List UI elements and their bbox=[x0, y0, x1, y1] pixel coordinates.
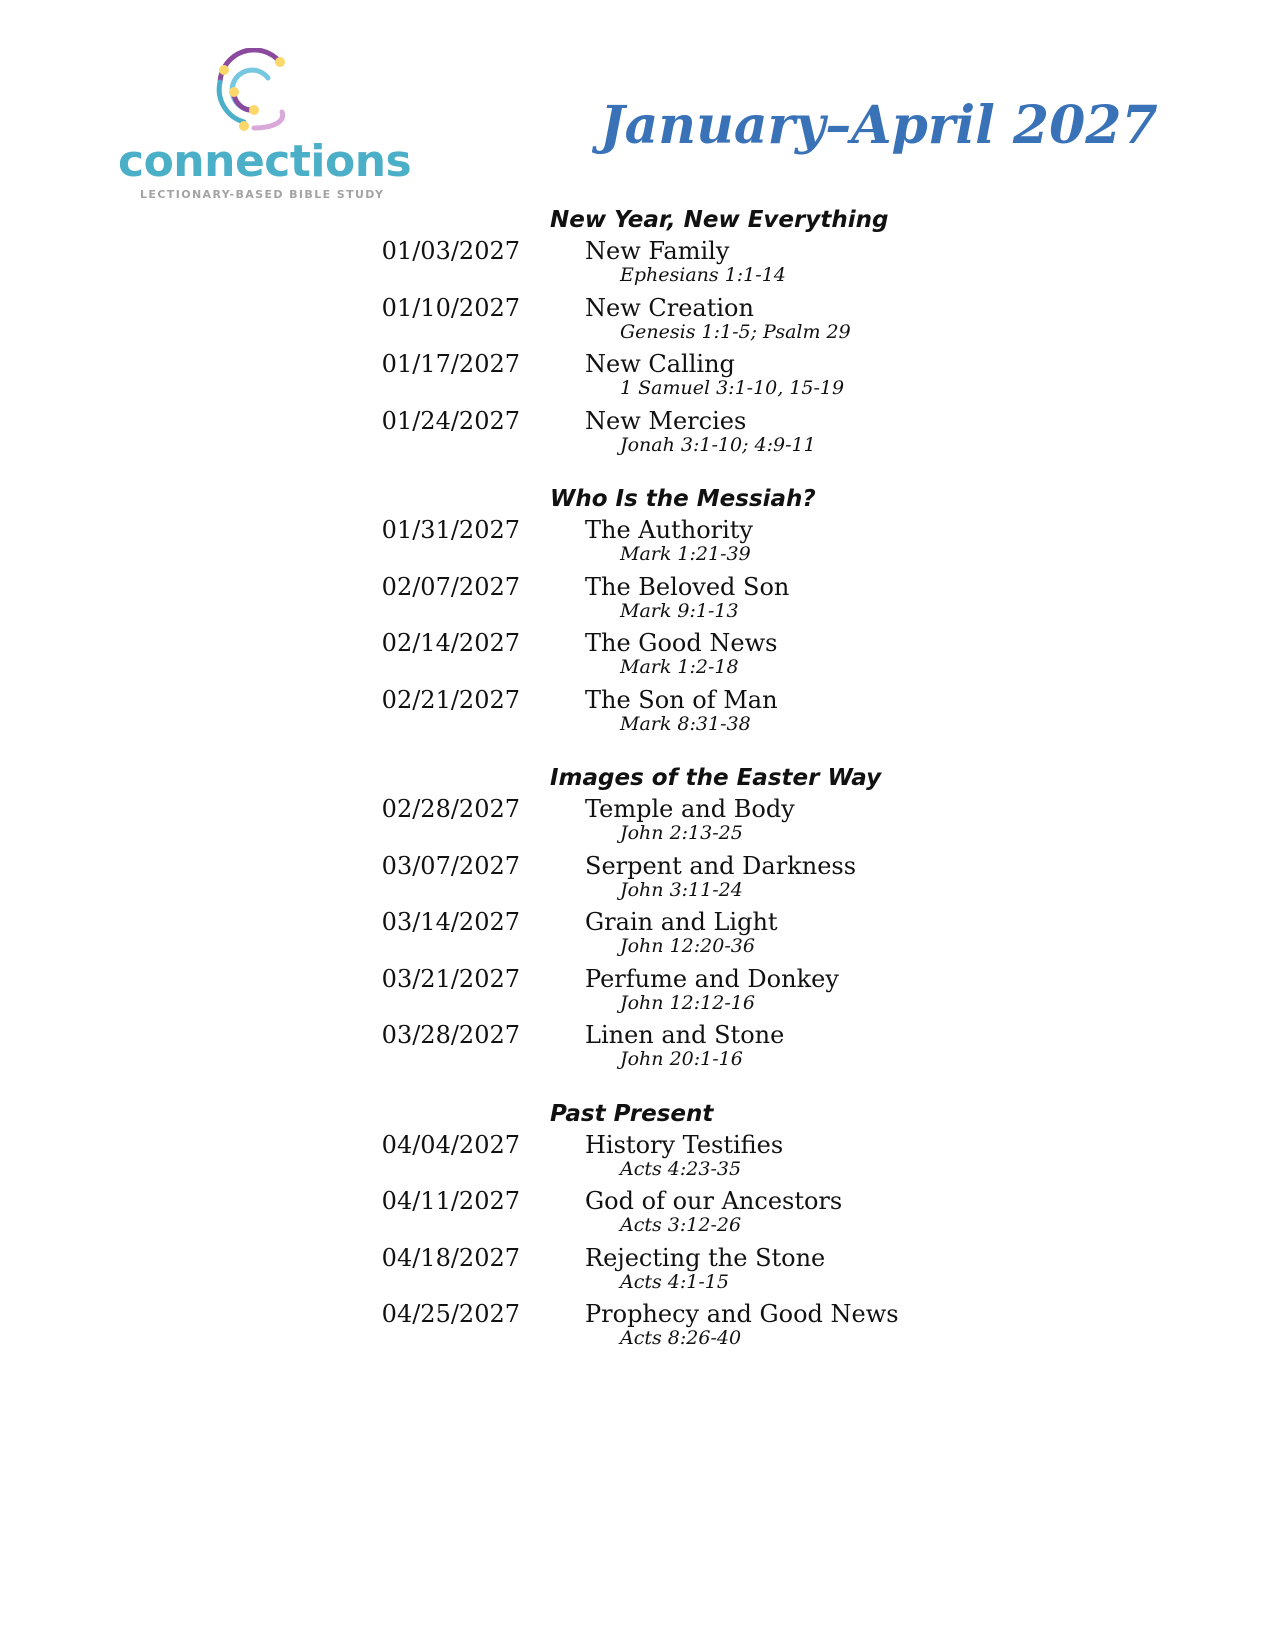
schedule-entry bbox=[380, 965, 1000, 1022]
section bbox=[380, 205, 1000, 463]
entry-date: 02/07/2027 bbox=[381, 572, 520, 601]
schedule-entry bbox=[380, 1131, 1000, 1188]
entry-date: 04/25/2027 bbox=[381, 1300, 520, 1328]
schedule-entry bbox=[380, 1021, 1000, 1078]
entry-lesson: Prophecy and Good News bbox=[585, 1300, 899, 1328]
entry-lesson: New Mercies bbox=[585, 406, 747, 435]
section bbox=[380, 763, 1000, 1078]
section-title: Past Present bbox=[550, 1100, 714, 1127]
logo-tagline: LECTIONARY-BASED BIBLE STUDY bbox=[140, 188, 385, 201]
schedule-entry bbox=[380, 686, 1000, 743]
schedule-entry bbox=[380, 407, 1000, 464]
schedule-entry bbox=[380, 350, 1000, 407]
entry-scripture: John 12:12-16 bbox=[620, 991, 755, 1014]
page-title: January–April 2027 bbox=[600, 95, 1158, 156]
entry-scripture: John 12:20-36 bbox=[620, 935, 755, 957]
schedule-entry bbox=[380, 237, 1000, 294]
logo-wordmark: connections bbox=[118, 136, 412, 187]
entry-date: 04/18/2027 bbox=[381, 1243, 520, 1272]
entry-date: 02/14/2027 bbox=[381, 629, 520, 657]
section-title: New Year, New Everything bbox=[550, 207, 889, 233]
schedule-entry bbox=[380, 516, 1000, 573]
entry-lesson: God of our Ancestors bbox=[585, 1187, 843, 1215]
connections-c-emblem-icon bbox=[214, 48, 294, 134]
section bbox=[380, 484, 1000, 742]
entry-date: 03/21/2027 bbox=[381, 964, 520, 993]
section-title: Who Is the Messiah? bbox=[550, 486, 816, 512]
entry-scripture: Acts 3:12-26 bbox=[620, 1214, 742, 1236]
entry-lesson: The Son of Man bbox=[585, 685, 778, 714]
entry-date: 01/24/2027 bbox=[381, 406, 520, 435]
entry-scripture: John 2:13-25 bbox=[620, 822, 743, 844]
entry-lesson: Perfume and Donkey bbox=[585, 964, 839, 993]
entry-date: 01/10/2027 bbox=[381, 293, 520, 322]
schedule-entry bbox=[380, 1244, 1000, 1301]
entry-scripture: Jonah 3:1-10; 4:9-11 bbox=[620, 433, 816, 456]
entry-lesson: History Testifies bbox=[585, 1130, 784, 1159]
entry-scripture: John 3:11-24 bbox=[620, 878, 743, 901]
schedule-entry bbox=[380, 908, 1000, 965]
entry-scripture: Mark 1:2-18 bbox=[620, 656, 739, 678]
schedule-entry bbox=[380, 629, 1000, 686]
entry-lesson: New Family bbox=[585, 237, 730, 265]
entry-date: 01/03/2027 bbox=[381, 237, 520, 265]
schedule bbox=[380, 205, 1000, 1378]
entry-lesson: The Beloved Son bbox=[585, 572, 790, 601]
schedule-entry bbox=[380, 1187, 1000, 1244]
schedule-entry bbox=[380, 1300, 1000, 1357]
entry-lesson: Linen and Stone bbox=[585, 1021, 785, 1049]
connections-logo bbox=[118, 48, 418, 208]
entry-scripture: Mark 8:31-38 bbox=[620, 712, 751, 735]
entry-scripture: Acts 8:26-40 bbox=[620, 1327, 742, 1349]
entry-date: 03/14/2027 bbox=[381, 908, 520, 936]
entry-date: 03/28/2027 bbox=[381, 1021, 520, 1049]
entry-lesson: New Calling bbox=[585, 350, 735, 378]
entry-scripture: Genesis 1:1-5; Psalm 29 bbox=[620, 320, 851, 343]
entry-scripture: 1 Samuel 3:1-10, 15-19 bbox=[620, 377, 845, 399]
entry-lesson: Rejecting the Stone bbox=[585, 1243, 826, 1272]
section bbox=[380, 1099, 1000, 1357]
entry-date: 02/28/2027 bbox=[381, 795, 520, 823]
entry-date: 04/04/2027 bbox=[381, 1130, 520, 1159]
entry-scripture: John 20:1-16 bbox=[620, 1048, 743, 1070]
entry-scripture: Acts 4:23-35 bbox=[620, 1157, 742, 1180]
schedule-entry bbox=[380, 294, 1000, 351]
entry-date: 03/07/2027 bbox=[381, 851, 520, 880]
entry-lesson: New Creation bbox=[585, 293, 754, 322]
entry-scripture: Ephesians 1:1-14 bbox=[620, 264, 786, 286]
entry-date: 02/21/2027 bbox=[381, 685, 520, 714]
entry-lesson: The Good News bbox=[585, 629, 778, 657]
entry-scripture: Mark 9:1-13 bbox=[620, 599, 739, 622]
entry-lesson: The Authority bbox=[585, 516, 753, 544]
section-title: Images of the Easter Way bbox=[550, 765, 882, 791]
entry-lesson: Serpent and Darkness bbox=[585, 851, 857, 880]
entry-date: 01/31/2027 bbox=[381, 516, 520, 544]
schedule-entry bbox=[380, 852, 1000, 909]
entry-lesson: Grain and Light bbox=[585, 908, 778, 936]
entry-scripture: Acts 4:1-15 bbox=[620, 1270, 729, 1293]
schedule-entry bbox=[380, 573, 1000, 630]
schedule-entry bbox=[380, 795, 1000, 852]
entry-scripture: Mark 1:21-39 bbox=[620, 543, 751, 565]
entry-date: 04/11/2027 bbox=[381, 1187, 520, 1215]
entry-date: 01/17/2027 bbox=[381, 350, 520, 378]
entry-lesson: Temple and Body bbox=[585, 795, 795, 823]
